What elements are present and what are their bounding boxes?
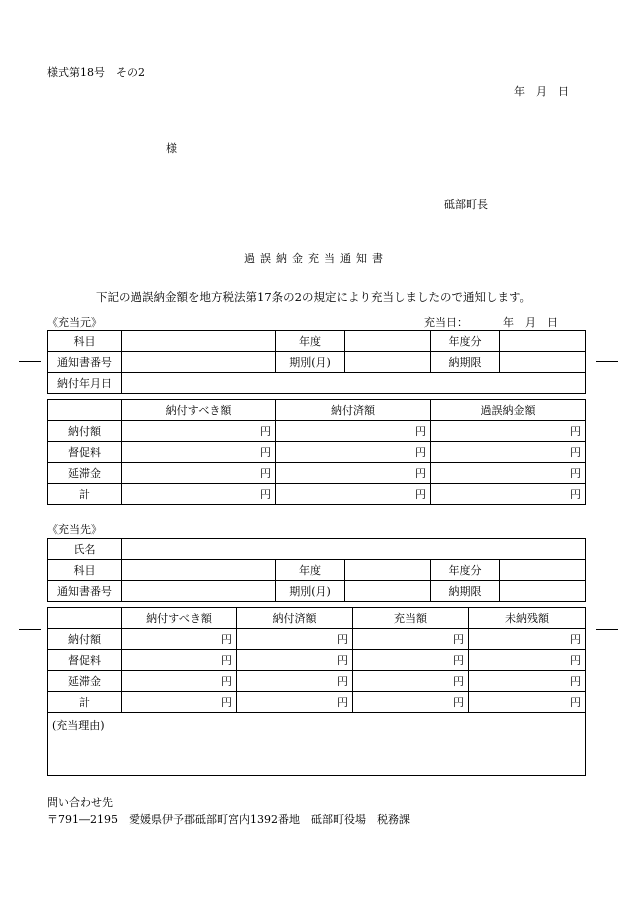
- due-date-label: 納期限: [431, 352, 500, 373]
- amount-cell[interactable]: 円: [122, 671, 237, 692]
- source-amount-table: [47, 399, 586, 505]
- item-label: 科目: [48, 560, 122, 581]
- amount-cell[interactable]: 円: [353, 671, 469, 692]
- appropriation-date-value: 年 月 日: [503, 316, 558, 329]
- dest-heading: 《充当先》: [47, 523, 102, 536]
- column-header: 納付済額: [237, 608, 353, 629]
- year-portion-label: 年度分: [431, 560, 500, 581]
- amount-cell[interactable]: 円: [469, 671, 586, 692]
- issuer-name: 砥部町長: [444, 198, 488, 211]
- item-value[interactable]: [122, 560, 276, 581]
- notice-number-value[interactable]: [122, 352, 276, 373]
- term-value[interactable]: [345, 352, 431, 373]
- notice-number-label: 通知書番号: [48, 581, 122, 602]
- column-header: 納付済額: [276, 400, 431, 421]
- fiscal-year-label: 年度: [276, 331, 345, 352]
- name-label: 氏名: [48, 539, 122, 560]
- row-label: 督促料: [48, 442, 122, 463]
- form-number: 様式第18号 その2: [47, 66, 145, 79]
- amount-cell[interactable]: 円: [122, 650, 237, 671]
- year-portion-value[interactable]: [500, 560, 586, 581]
- row-label: 延滞金: [48, 671, 122, 692]
- fold-mark-left: [19, 629, 41, 630]
- term-value[interactable]: [345, 581, 431, 602]
- row-label: 納付額: [48, 629, 122, 650]
- dest-amount-table: [47, 607, 586, 776]
- payment-date-value[interactable]: [122, 373, 586, 394]
- column-header: 納付すべき額: [122, 400, 276, 421]
- reason-box[interactable]: [48, 713, 586, 776]
- amount-cell[interactable]: 円: [469, 650, 586, 671]
- amount-cell[interactable]: 円: [122, 484, 276, 505]
- amount-cell[interactable]: 円: [237, 629, 353, 650]
- corner-cell: [48, 608, 122, 629]
- amount-cell[interactable]: 円: [237, 692, 353, 713]
- due-date-label: 納期限: [431, 581, 500, 602]
- item-value[interactable]: [122, 331, 276, 352]
- amount-cell[interactable]: 円: [469, 692, 586, 713]
- notice-number-value[interactable]: [122, 581, 276, 602]
- amount-cell[interactable]: 円: [122, 629, 237, 650]
- term-label: 期別(月): [276, 581, 345, 602]
- reason-label: (充当理由): [52, 719, 105, 732]
- fiscal-year-label: 年度: [276, 560, 345, 581]
- payment-date-label: 納付年月日: [48, 373, 122, 394]
- amount-cell[interactable]: 円: [122, 442, 276, 463]
- item-label: 科目: [48, 331, 122, 352]
- column-header: 未納残額: [469, 608, 586, 629]
- amount-cell[interactable]: 円: [276, 484, 431, 505]
- amount-cell[interactable]: 円: [353, 650, 469, 671]
- recipient-suffix: 様: [166, 142, 177, 155]
- amount-cell[interactable]: 円: [431, 421, 586, 442]
- corner-cell: [48, 400, 122, 421]
- column-header: 充当額: [353, 608, 469, 629]
- fold-mark-left: [19, 361, 41, 362]
- column-header: 過誤納金額: [431, 400, 586, 421]
- amount-cell[interactable]: 円: [431, 463, 586, 484]
- amount-cell[interactable]: 円: [276, 421, 431, 442]
- amount-cell[interactable]: 円: [237, 671, 353, 692]
- notice-number-label: 通知書番号: [48, 352, 122, 373]
- intro-text: 下記の過誤納金額を地方税法第17条の2の規定により充当しましたので通知します。: [96, 290, 532, 304]
- name-value[interactable]: [122, 539, 586, 560]
- row-label: 納付額: [48, 421, 122, 442]
- issue-date: 年 月 日: [514, 85, 569, 98]
- document-title: 過誤納金充当通知書: [244, 252, 388, 265]
- amount-cell[interactable]: 円: [276, 442, 431, 463]
- fiscal-year-value[interactable]: [345, 331, 431, 352]
- amount-cell[interactable]: 円: [122, 421, 276, 442]
- due-date-value[interactable]: [500, 581, 586, 602]
- row-label: 計: [48, 692, 122, 713]
- amount-cell[interactable]: 円: [353, 629, 469, 650]
- amount-cell[interactable]: 円: [353, 692, 469, 713]
- amount-cell[interactable]: 円: [237, 650, 353, 671]
- contact-address: 〒791―2195 愛媛県伊予郡砥部町宮内1392番地 砥部町役場 税務課: [47, 813, 410, 826]
- row-label: 計: [48, 484, 122, 505]
- fold-mark-right: [596, 361, 618, 362]
- source-heading: 《充当元》: [47, 316, 102, 329]
- term-label: 期別(月): [276, 352, 345, 373]
- dest-info-table: [47, 538, 586, 602]
- amount-cell[interactable]: 円: [469, 629, 586, 650]
- amount-cell[interactable]: 円: [276, 463, 431, 484]
- row-label: 督促料: [48, 650, 122, 671]
- column-header: 納付すべき額: [122, 608, 237, 629]
- year-portion-label: 年度分: [431, 331, 500, 352]
- amount-cell[interactable]: 円: [122, 692, 237, 713]
- fiscal-year-value[interactable]: [345, 560, 431, 581]
- row-label: 延滞金: [48, 463, 122, 484]
- amount-cell[interactable]: 円: [431, 484, 586, 505]
- source-info-table: [47, 330, 586, 394]
- amount-cell[interactable]: 円: [122, 463, 276, 484]
- appropriation-date-label: 充当日：: [424, 316, 468, 329]
- fold-mark-right: [596, 629, 618, 630]
- year-portion-value[interactable]: [500, 331, 586, 352]
- due-date-value[interactable]: [500, 352, 586, 373]
- contact-heading: 問い合わせ先: [47, 796, 113, 809]
- amount-cell[interactable]: 円: [431, 442, 586, 463]
